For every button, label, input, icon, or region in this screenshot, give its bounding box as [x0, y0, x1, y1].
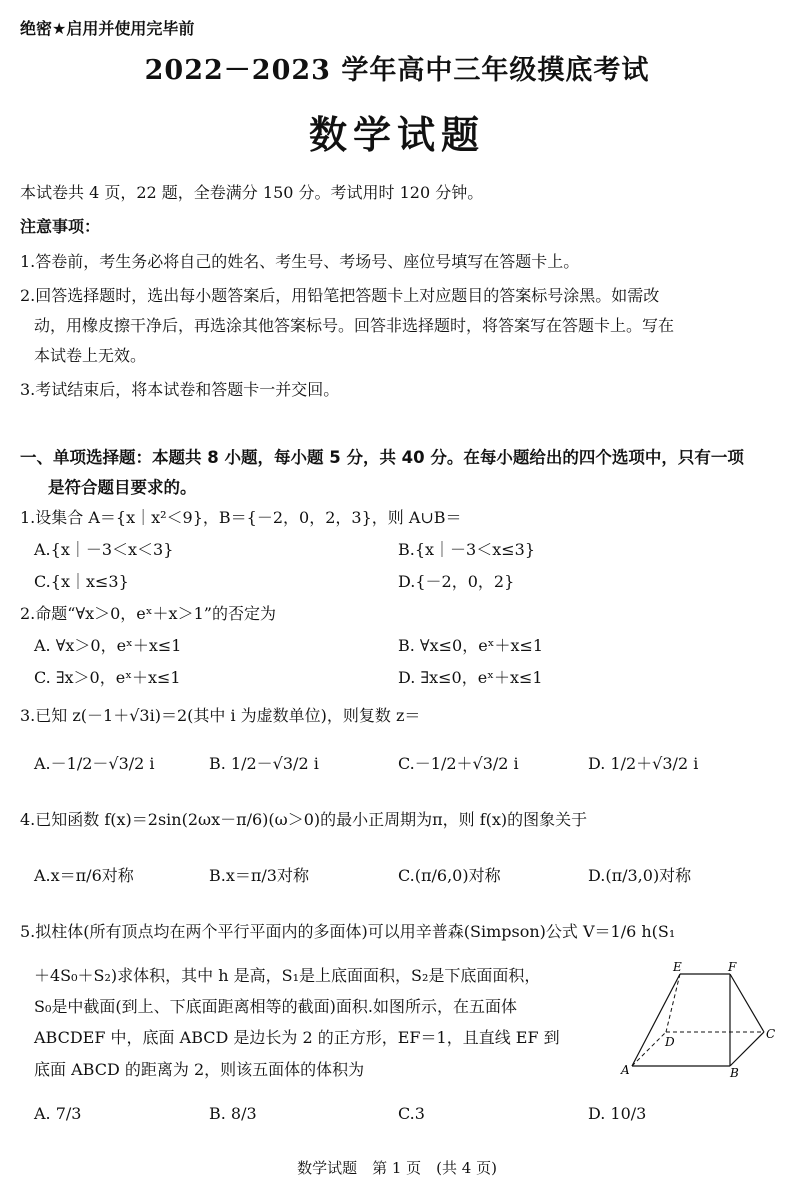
q1-option-d: D.{－2，0，2} [398, 572, 515, 591]
q1-option-b: B.{x｜－3＜x≤3} [398, 540, 536, 559]
q2-option-b: B. ∀x≤0，eˣ＋x≤1 [398, 636, 544, 655]
q3-option-c: C.－1/2＋√3/2 i [398, 754, 519, 773]
q4-option-a: A.x＝π/6对称 [34, 866, 134, 885]
label-e: E [673, 960, 682, 974]
edge-fc [730, 974, 764, 1032]
pentahedron-figure [618, 960, 784, 1080]
q5-option-b: B. 8/3 [209, 1104, 257, 1123]
q1-stem: 1.设集合 A＝{x｜x²＜9}，B＝{－2，0，2，3}，则 A∪B＝ [20, 508, 462, 527]
label-f: F [728, 960, 737, 974]
subject-title: 数学试题 [308, 113, 485, 157]
q5-stem-line-4: ABCDEF 中，底面 ABCD 是边长为 2 的正方形，EF＝1，且直线 EF 到 [34, 1028, 560, 1047]
q5-option-a: A. 7/3 [34, 1104, 82, 1123]
q3-option-a: A.－1/2－√3/2 i [34, 754, 155, 773]
q5-option-c: C.3 [398, 1104, 425, 1123]
q3-option-d: D. 1/2＋√3/2 i [588, 754, 699, 773]
q4-stem: 4.已知函数 f(x)＝2sin(2ωx－π/6)(ω＞0)的最小正周期为π，则 f(x)的图象关于 [20, 810, 588, 829]
intro-text: 本试卷共 4 页，22 题，全卷满分 150 分。考试用时 120 分钟。 [20, 183, 484, 202]
q1-option-c: C.{x｜x≤3} [34, 572, 129, 591]
q3-stem: 3.已知 z(－1＋√3i)＝2(其中 i 为虚数单位)，则复数 z＝ [20, 706, 421, 725]
note-item-3: 3.考试结束后，将本试卷和答题卡一并交回。 [20, 380, 340, 399]
label-d: D [665, 1035, 675, 1049]
label-b: B [730, 1066, 739, 1080]
note-item-2-line-1: 2.回答选择题时，选出每小题答案后，用铅笔把答题卡上对应题目的答案标号涂黑。如需改 [20, 286, 660, 305]
confidential-mark: 绝密★启用并使用完毕前 [20, 19, 195, 38]
q4-option-b: B.x＝π/3对称 [209, 866, 309, 885]
q4-option-d: D.(π/3,0)对称 [588, 866, 692, 885]
q5-stem-line-3: S₀是中截面(到上、下底面距离相等的截面)面积.如图所示，在五面体 [34, 997, 517, 1016]
q2-option-d: D. ∃x≤0，eˣ＋x≤1 [398, 668, 543, 687]
note-item-2-line-3: 本试卷上无效。 [34, 346, 147, 365]
edge-ed [666, 974, 680, 1032]
section-heading-line-1: 一、单项选择题：本题共 8 小题，每小题 5 分，共 40 分。在每小题给出的四个选项中，只有一项 [20, 448, 744, 467]
q5-stem-line-1: 5.拟柱体(所有顶点均在两个平行平面内的多面体)可以用辛普森(Simpson)公式 V＝1/6 h(S₁ [20, 922, 676, 941]
note-item-1: 1.答卷前，考生务必将自己的姓名、考生号、考场号、座位号填写在答题卡上。 [20, 252, 580, 271]
exam-title: 2022－2023 学年高中三年级摸底考试 [144, 55, 650, 86]
q5-option-d: D. 10/3 [588, 1104, 647, 1123]
q2-option-c: C. ∃x＞0，eˣ＋x≤1 [34, 668, 181, 687]
q2-stem: 2.命题“∀x＞0，eˣ＋x＞1”的否定为 [20, 604, 276, 623]
q3-option-b: B. 1/2－√3/2 i [209, 754, 319, 773]
label-a: A [621, 1063, 630, 1077]
label-c: C [766, 1027, 776, 1041]
q1-option-a: A.{x｜－3＜x＜3} [34, 540, 174, 559]
notes-heading: 注意事项： [20, 217, 101, 236]
q5-stem-line-5: 底面 ABCD 的距离为 2，则该五面体的体积为 [34, 1060, 365, 1079]
q5-stem-line-2: ＋4S₀＋S₂)求体积，其中 h 是高，S₁是上底面面积，S₂是下底面面积， [34, 966, 541, 985]
edge-ea [632, 974, 680, 1066]
edge-ad [632, 1032, 666, 1066]
section-heading-line-2: 是符合题目要求的。 [48, 478, 197, 497]
note-item-2-line-2: 动，用橡皮擦干净后，再选涂其他答案标号。回答非选择题时，将答案写在答题卡上。写在 [34, 316, 675, 335]
page-footer: 数学试题 第 1 页 (共 4 页) [297, 1159, 497, 1177]
q4-option-c: C.(π/6,0)对称 [398, 866, 501, 885]
q2-option-a: A. ∀x＞0，eˣ＋x≤1 [34, 636, 182, 655]
edge-bc [730, 1032, 764, 1066]
